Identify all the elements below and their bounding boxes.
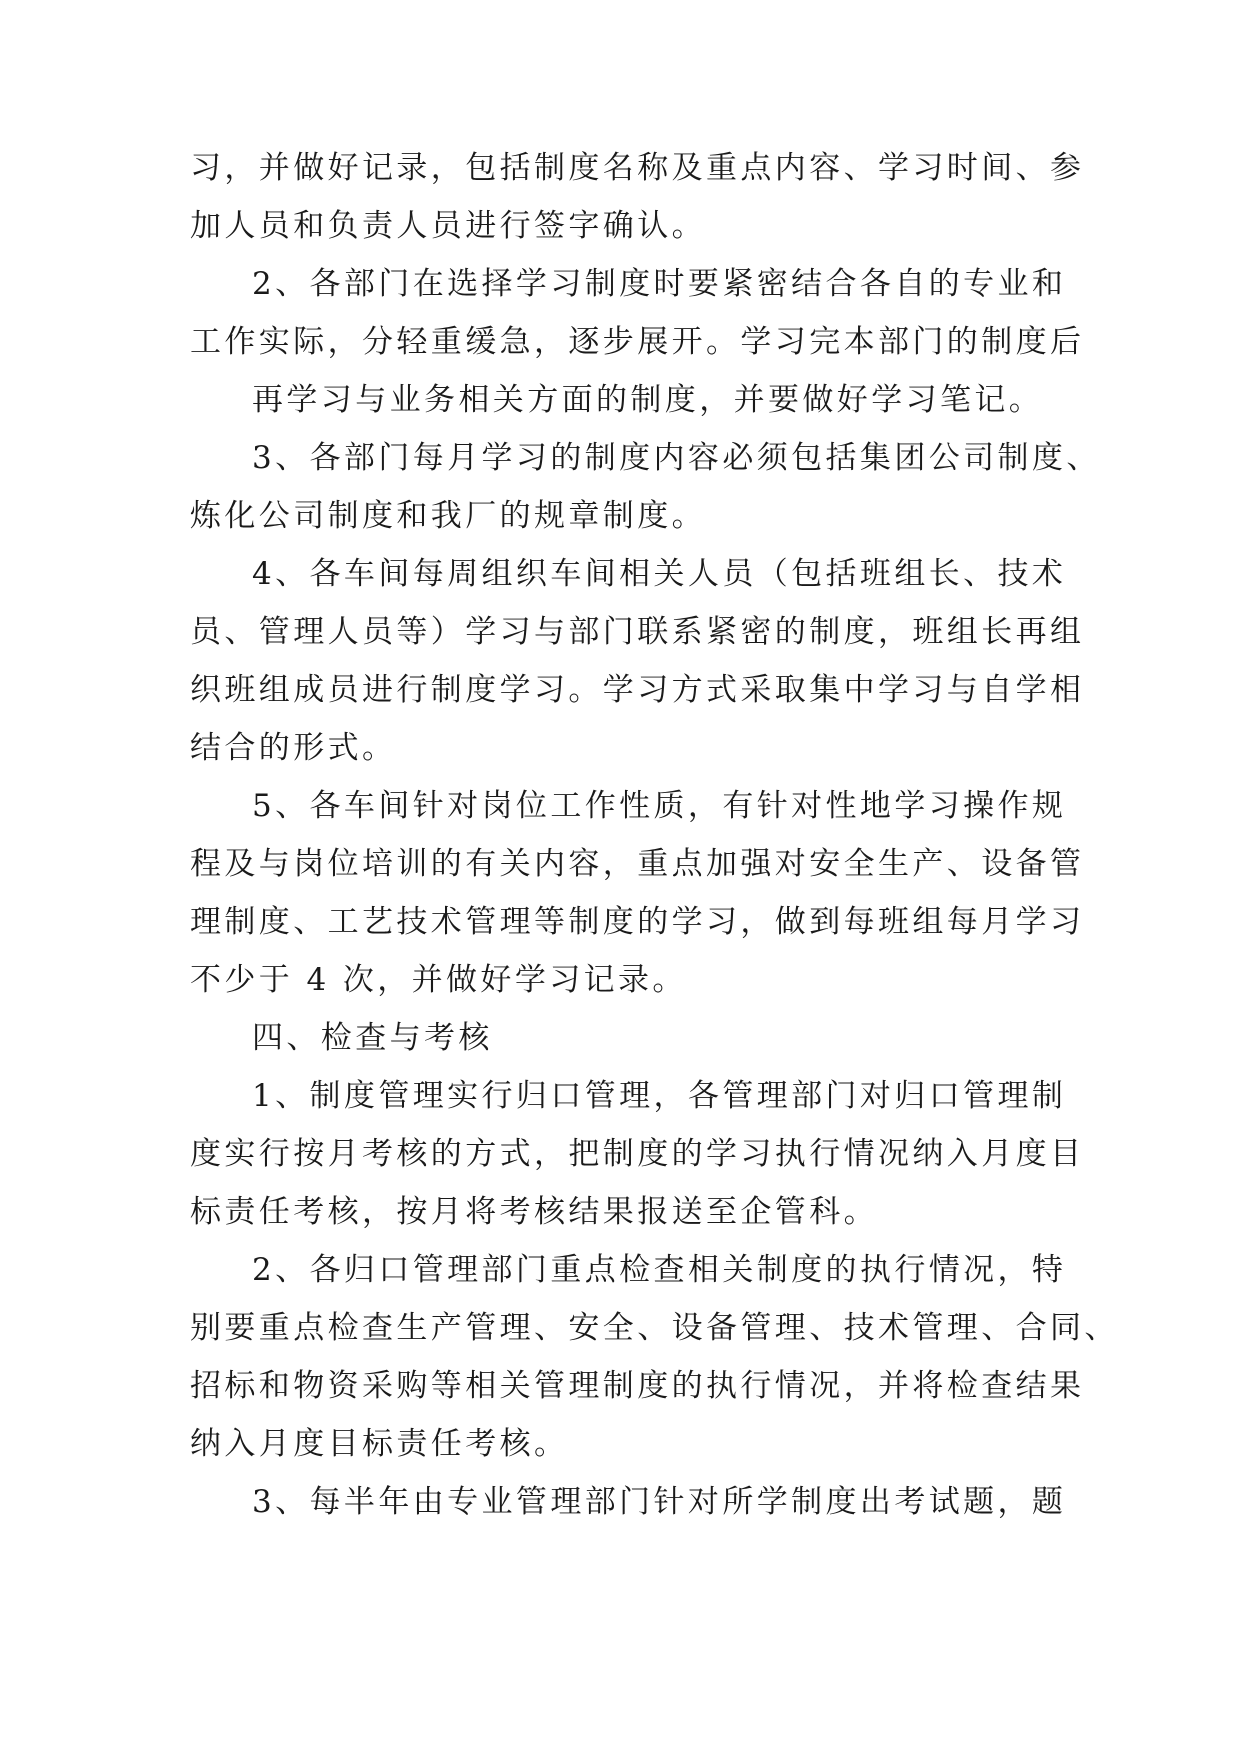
text-line: 不少于 4 次，并做好学习记录。 xyxy=(190,962,687,998)
text-line: 1、制度管理实行归口管理，各管理部门对归口管理制 xyxy=(252,1078,1067,1114)
text-line: 再学习与业务相关方面的制度，并要做好学习笔记。 xyxy=(252,382,1044,418)
section-heading: 四、检查与考核 xyxy=(252,1020,493,1056)
text-line: 3、各部门每月学习的制度内容必须包括集团公司制度、 xyxy=(252,440,1101,476)
text-line: 工作实际，分轻重缓急，逐步展开。学习完本部门的制度后 xyxy=(190,324,1085,360)
text-line: 招标和物资采购等相关管理制度的执行情况，并将检查结果 xyxy=(190,1368,1085,1404)
text-line: 习，并做好记录，包括制度名称及重点内容、学习时间、参 xyxy=(190,150,1085,186)
text-line: 2、各部门在选择学习制度时要紧密结合各自的专业和 xyxy=(252,266,1067,302)
text-line: 别要重点检查生产管理、安全、设备管理、技术管理、合同、 xyxy=(190,1310,1119,1346)
text-line: 程及与岗位培训的有关内容，重点加强对安全生产、设备管 xyxy=(190,846,1085,882)
text-line: 标责任考核，按月将考核结果报送至企管科。 xyxy=(190,1194,878,1230)
text-line: 加人员和负责人员进行签字确认。 xyxy=(190,208,706,244)
text-line: 炼化公司制度和我厂的规章制度。 xyxy=(190,498,706,534)
text-line: 结合的形式。 xyxy=(190,730,397,766)
text-line: 4、各车间每周组织车间相关人员（包括班组长、技术 xyxy=(252,556,1067,592)
text-line: 度实行按月考核的方式，把制度的学习执行情况纳入月度目 xyxy=(190,1136,1085,1172)
text-line: 3、每半年由专业管理部门针对所学制度出考试题，题 xyxy=(252,1484,1067,1520)
text-line: 5、各车间针对岗位工作性质，有针对性地学习操作规 xyxy=(252,788,1067,824)
text-line: 织班组成员进行制度学习。学习方式采取集中学习与自学相 xyxy=(190,672,1085,708)
text-line: 2、各归口管理部门重点检查相关制度的执行情况，特 xyxy=(252,1252,1067,1288)
text-line: 理制度、工艺技术管理等制度的学习，做到每班组每月学习 xyxy=(190,904,1085,940)
text-line: 纳入月度目标责任考核。 xyxy=(190,1426,569,1462)
text-line: 员、管理人员等）学习与部门联系紧密的制度，班组长再组 xyxy=(190,614,1085,650)
